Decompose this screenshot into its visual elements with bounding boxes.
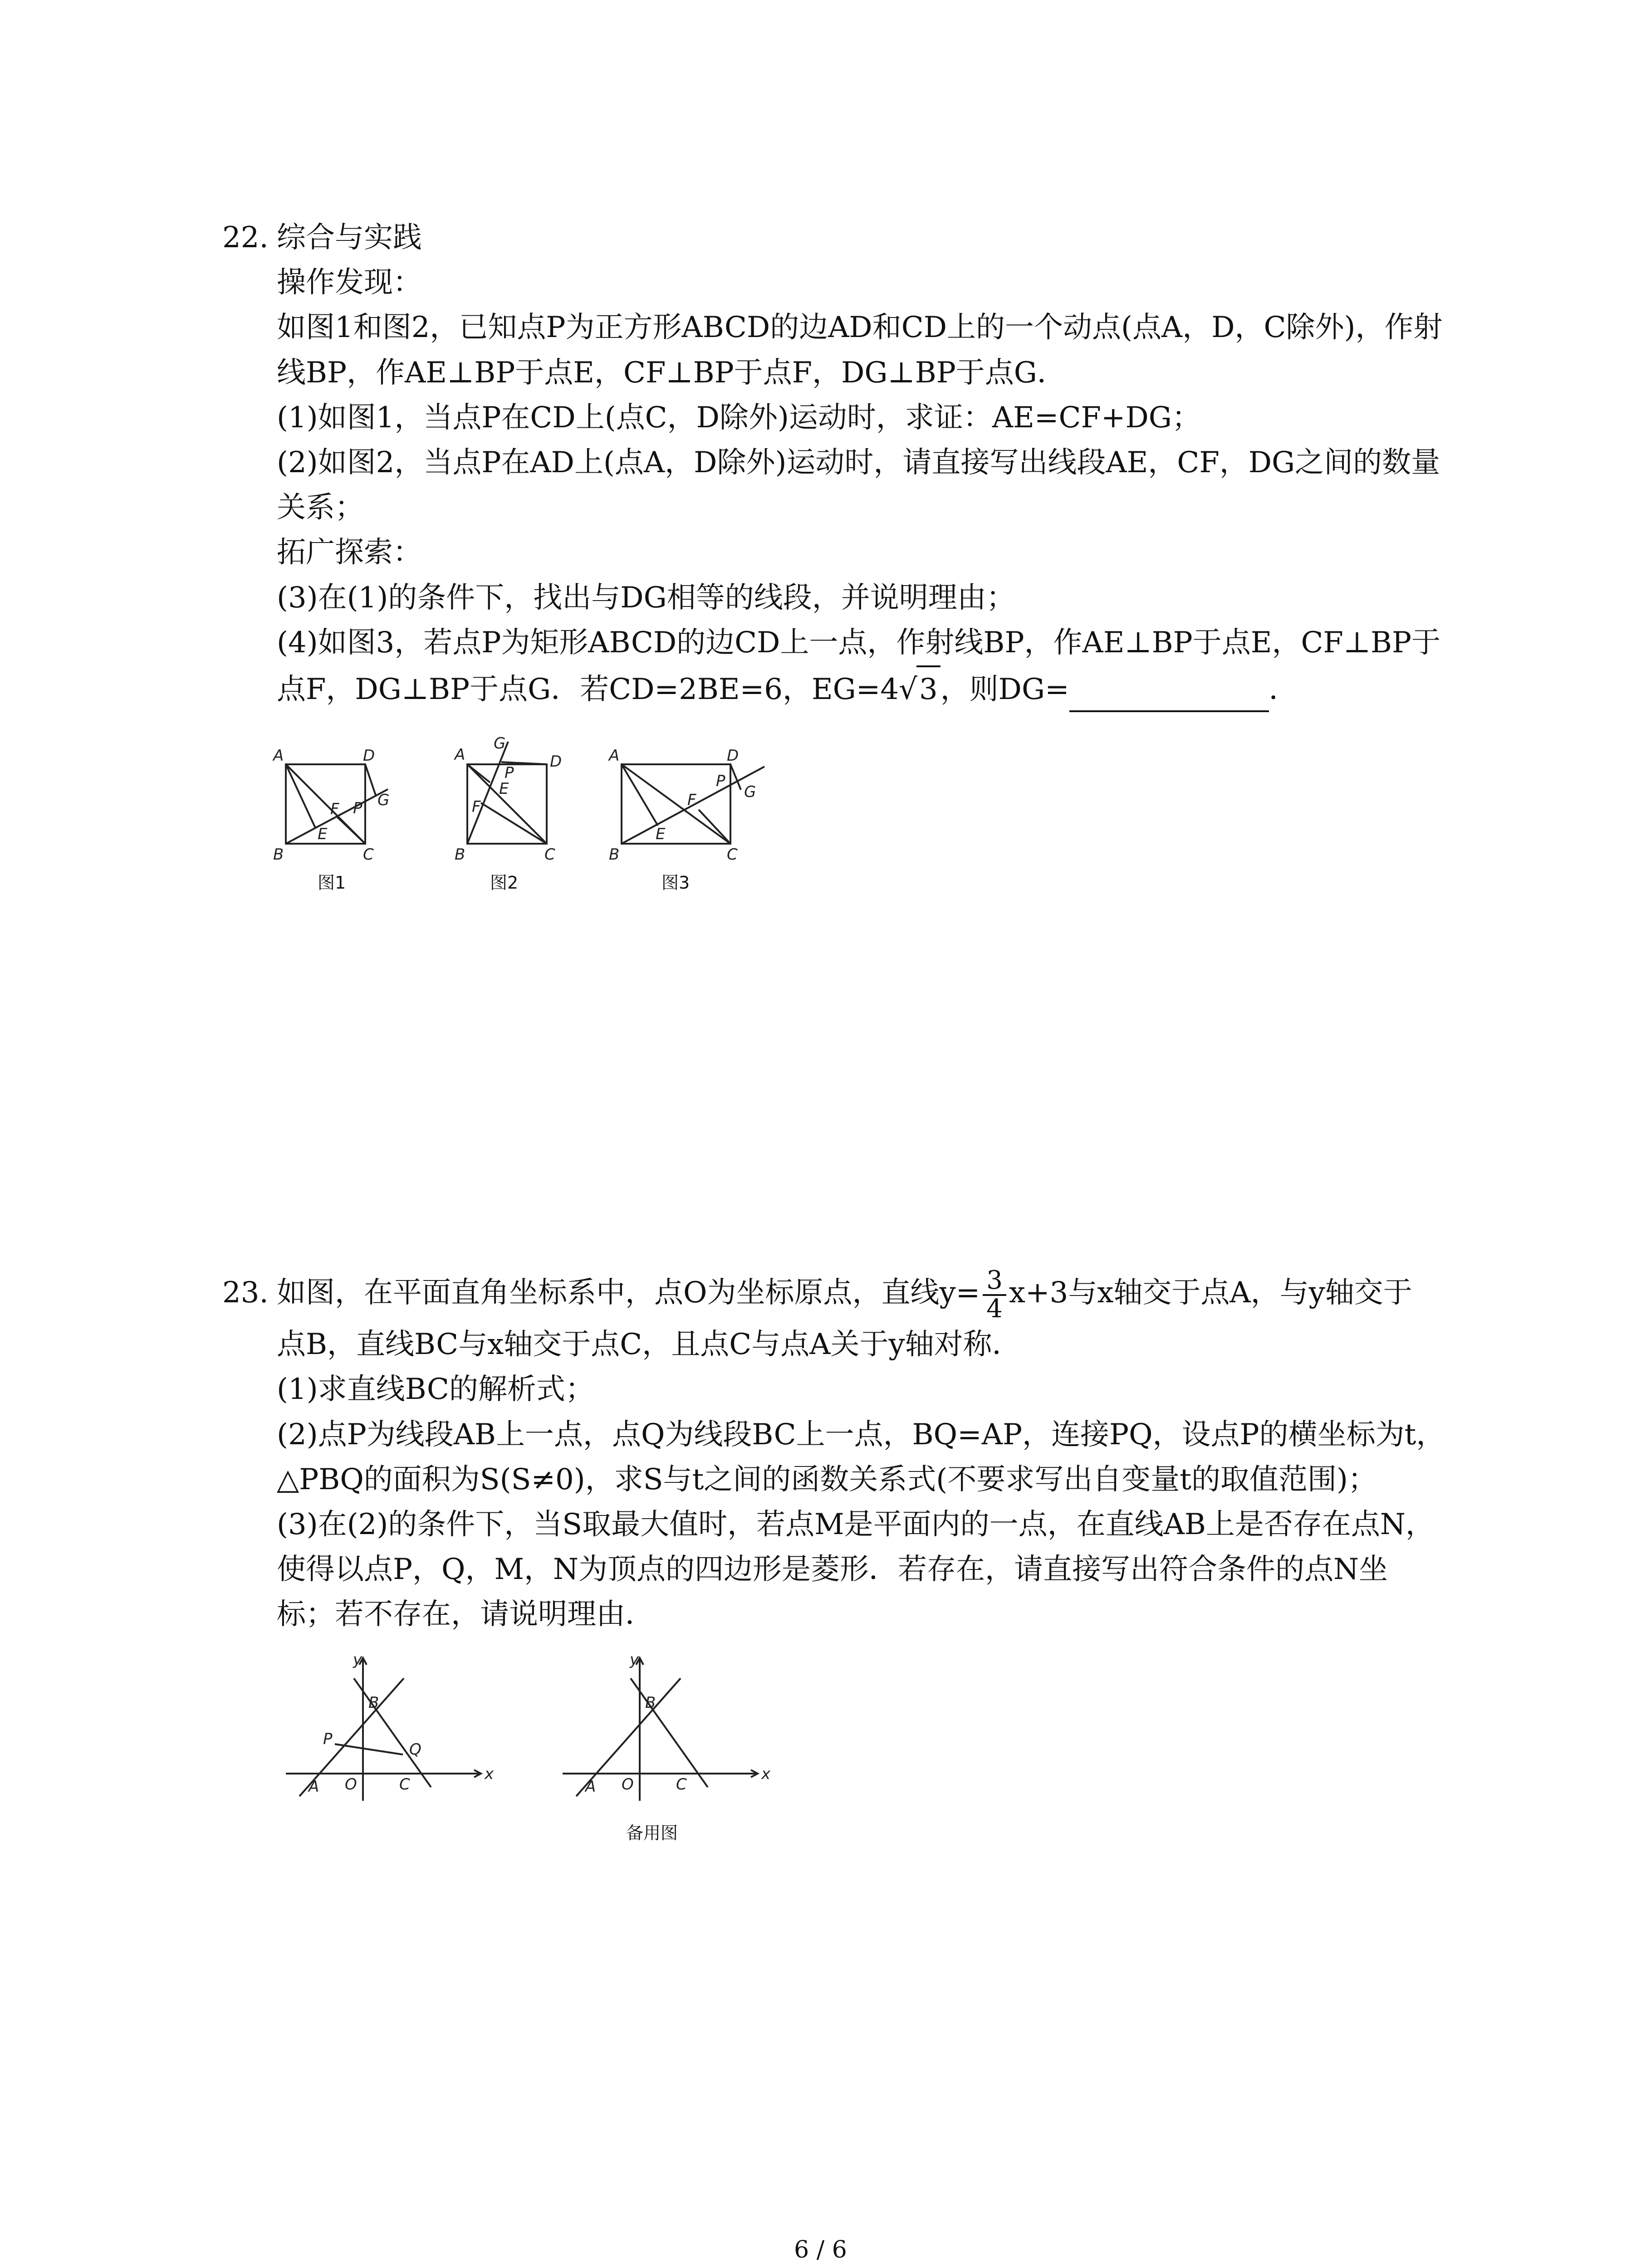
part-1: (1)如图1，当点P在CD上(点C，D除外)运动时，求证：AE=CF+DG； — [277, 401, 1201, 435]
label-A: A — [609, 747, 620, 765]
label-B: B — [368, 1694, 379, 1712]
question-23: 23. 如图，在平面直角坐标系中，点O为坐标原点，直线y= $\frac{3}{4}$ x+3与x轴交于点A，与y轴交于 点B，直线BC与x轴交于点C，且点C与点A关于y轴对称． (1)求直线BC的解析式； (2)点P为线段AB上一点，点Q为线段BC上一点，BQ=AP，连接PQ，设点P的横坐标为t， △PBQ的面积为S(S≠0)，求S与t之间的函数关系式(不要求写出自变量t的取值范围)； (3)在(2)的条件下，当S取最大值时，若点M是平面内的一点，在直线AB上是否存在点N， 使得以点P，Q，M，N为顶点的四边形是菱形．若存在，请直接写出符合条件的点N坐 标；若不存在，请说明理由． — [222, 1266, 1443, 1637]
part-2: (2)点P为线段AB上一点，点Q为线段BC上一点，BQ=AP，连接PQ，设点P的横坐标为t， — [277, 1418, 1445, 1452]
label-y: y — [630, 1651, 639, 1669]
label-x: x — [761, 1765, 771, 1783]
label-P: P — [505, 764, 514, 782]
label-F: F — [472, 798, 481, 816]
label-D: D — [363, 747, 375, 765]
question-number: 22. — [222, 221, 269, 254]
label-B: B — [645, 1694, 656, 1712]
question-text: 点B，直线BC与x轴交于点C，且点C与点A关于y轴对称． — [277, 1328, 1021, 1362]
part-2-cont: 关系； — [277, 491, 364, 525]
label-B: B — [455, 846, 465, 864]
label-C: C — [727, 846, 738, 864]
label-G: G — [377, 791, 390, 809]
label-D: D — [727, 747, 739, 765]
question-22 — [222, 215, 1443, 712]
figure-2-caption: 图2 — [490, 873, 519, 893]
label-E: E — [656, 825, 666, 843]
label-G: G — [744, 783, 756, 801]
coordinate-figure — [281, 1651, 495, 1805]
label-P: P — [353, 799, 362, 817]
question-text: 如图1和图2，已知点P为正方形ABCD的边AD和CD上的一个动点(点A，D，C除外)，作射 — [277, 311, 1443, 345]
label-O: O — [345, 1775, 357, 1794]
part-2-cont: △PBQ的面积为S(S≠0)，求S与t之间的函数关系式(不要求写出自变量t的取值范围)； — [277, 1462, 1377, 1496]
label-D: D — [550, 753, 562, 771]
figure-3 — [608, 746, 776, 878]
label-E: E — [318, 825, 328, 843]
sqrt-value: 3 — [916, 665, 941, 712]
figure-1 — [272, 746, 390, 878]
part-3-cont: 标；若不存在，请说明理由． — [277, 1598, 654, 1632]
fraction: $\frac{3}{4}$ — [983, 1267, 1006, 1323]
label-P: P — [716, 772, 725, 790]
part-3-cont: 使得以点P，Q，M，N为顶点的四边形是菱形．若存在，请直接写出符合条件的点N坐 — [277, 1553, 1388, 1587]
label-P: P — [323, 1730, 333, 1748]
label-O: O — [622, 1775, 634, 1794]
label-C: C — [363, 846, 374, 864]
spare-figure-caption: 备用图 — [626, 1823, 678, 1843]
question-number: 23. — [222, 1276, 269, 1310]
spare-coordinate-figure — [558, 1651, 771, 1805]
figure-3-caption: 图3 — [661, 873, 690, 893]
label-A: A — [273, 747, 284, 765]
label-Q: Q — [409, 1740, 421, 1759]
label-A: A — [309, 1778, 319, 1796]
part-4-cont: 点F，DG⊥BP于点G．若CD=2BE=6，EG=4√3，则DG= ． — [222, 665, 1443, 712]
part-2: (2)如图2，当点P在AD上(点A，D除外)运动时，请直接写出线段AE，CF，DG之间的数量 — [277, 445, 1440, 479]
label-F: F — [687, 791, 696, 809]
question-title: 综合与实践 — [277, 221, 422, 254]
label-B: B — [273, 846, 284, 864]
label-A: A — [585, 1778, 596, 1796]
label-B: B — [609, 846, 620, 864]
part-3: (3)在(2)的条件下，当S取最大值时，若点M是平面内的一点，在直线AB上是否存在点N， — [277, 1508, 1435, 1542]
label-F: F — [330, 800, 339, 818]
question-text: 线BP，作AE⊥BP于点E，CF⊥BP于点F，DG⊥BP于点G． — [277, 356, 1066, 390]
label-C: C — [676, 1775, 687, 1794]
label-E: E — [499, 780, 509, 798]
figure-2 — [454, 735, 572, 875]
part-4: (4)如图3，若点P为矩形ABCD的边CD上一点，作射线BP，作AE⊥BP于点E，CF⊥BP于 — [277, 626, 1441, 660]
label-C: C — [544, 846, 555, 864]
label-y: y — [353, 1651, 362, 1669]
label-G: G — [494, 735, 506, 753]
label-x: x — [485, 1765, 494, 1783]
part-3: (3)在(1)的条件下，找出与DG相等的线段，并说明理由； — [277, 581, 1015, 615]
subheading: 拓广探索： — [277, 536, 422, 570]
figure-1-caption: 图1 — [318, 873, 346, 893]
page-number: 6 / 6 — [794, 2236, 847, 2263]
part-1: (1)求直线BC的解析式； — [277, 1373, 594, 1407]
subheading: 操作发现： — [277, 266, 422, 300]
label-A: A — [455, 746, 465, 764]
label-C: C — [399, 1775, 410, 1794]
answer-blank — [1069, 679, 1269, 712]
